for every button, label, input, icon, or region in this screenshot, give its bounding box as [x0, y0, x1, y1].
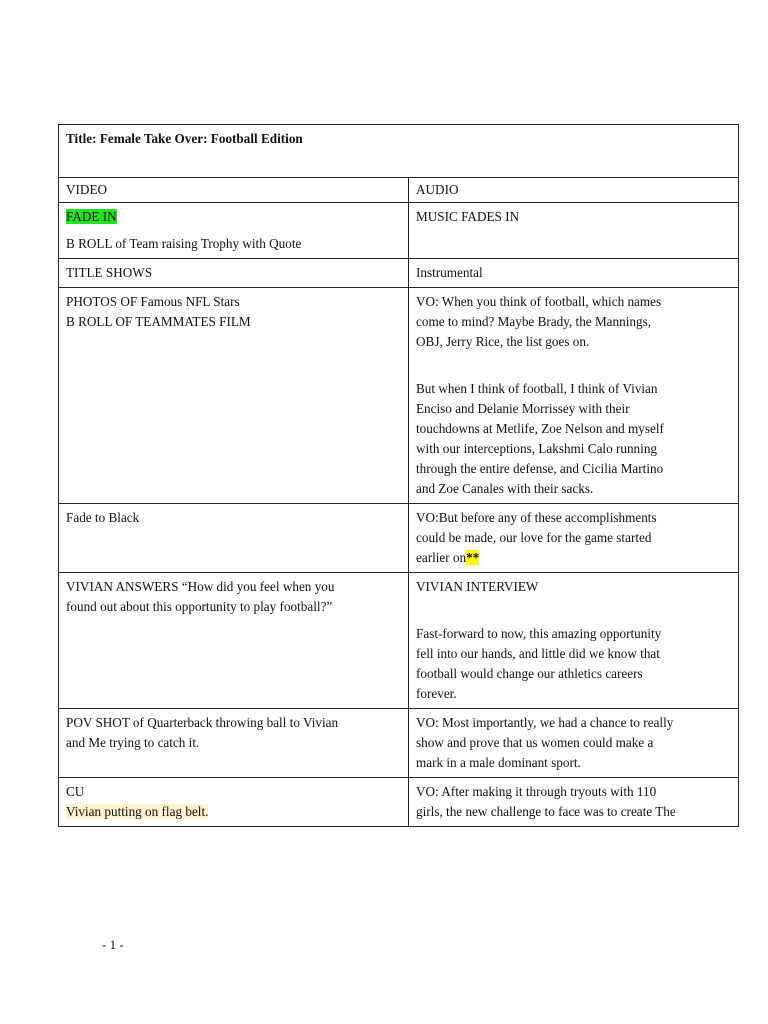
fade-in-highlight: FADE IN [66, 209, 117, 224]
audio-line: come to mind? Maybe Brady, the Mannings, [416, 314, 652, 329]
video-line: TITLE SHOWS [66, 265, 153, 280]
audio-line: VO:But before any of these accomplishments [416, 510, 657, 525]
script-title: Title: Female Take Over: Football Edition [59, 125, 739, 178]
video-line: found out about this opportunity to play football?” [66, 599, 333, 614]
audio-line: with our interceptions, Lakshmi Calo running [416, 441, 658, 456]
video-line: Fade to Black [66, 510, 140, 525]
audio-line: football would change our athletics careers [416, 666, 643, 681]
video-line: PHOTOS OF Famous NFL Stars [66, 294, 240, 309]
audio-line: Instrumental [416, 265, 483, 280]
audio-line: fell into our hands, and little did we know that [416, 646, 660, 661]
video-cell [59, 709, 409, 778]
audio-line: girls, the new challenge to face was to create The [416, 804, 676, 819]
table-row [59, 504, 739, 573]
page-number: - 1 - [102, 937, 124, 952]
audio-cell [409, 259, 739, 288]
video-cell [59, 259, 409, 288]
audio-line: mark in a male dominant sport. [416, 755, 581, 770]
audio-line: VIVIAN INTERVIEW [416, 579, 539, 594]
audio-line: Enciso and Delanie Morrissey with their [416, 401, 630, 416]
video-cell [59, 778, 409, 827]
audio-line: Fast-forward to now, this amazing opportunity [416, 626, 662, 641]
video-line: POV SHOT of Quarterback throwing ball to Vivian [66, 715, 339, 730]
video-column-header: VIDEO [59, 178, 409, 203]
table-row [59, 203, 739, 259]
script-table [58, 124, 739, 827]
video-line: and Me trying to catch it. [66, 735, 200, 750]
table-row [59, 778, 739, 827]
table-row [59, 709, 739, 778]
audio-line: VO: Most importantly, we had a chance to really [416, 715, 674, 730]
audio-column-header: AUDIO [409, 178, 739, 203]
audio-line: forever. [416, 686, 457, 701]
video-cell [59, 203, 409, 259]
audio-cell [409, 573, 739, 709]
flag-belt-highlight: Vivian putting on flag belt. [66, 804, 209, 819]
audio-cell [409, 504, 739, 573]
note-marker-highlight: ** [466, 550, 480, 565]
table-row [59, 573, 739, 709]
table-row [59, 288, 739, 504]
audio-cell [409, 288, 739, 504]
audio-line: could be made, our love for the game started [416, 530, 652, 545]
audio-line: earlier on [416, 550, 467, 565]
video-cell [59, 288, 409, 504]
video-cell [59, 573, 409, 709]
video-cell [59, 504, 409, 573]
audio-cell [409, 709, 739, 778]
audio-cell [409, 203, 739, 259]
audio-line: touchdowns at Metlife, Zoe Nelson and myself [416, 421, 664, 436]
audio-line: VO: After making it through tryouts with 110 [416, 784, 657, 799]
audio-line: through the entire defense, and Cicilia Martino [416, 461, 664, 476]
video-line: VIVIAN ANSWERS “How did you feel when you [66, 579, 335, 594]
audio-line: and Zoe Canales with their sacks. [416, 481, 594, 496]
audio-line: OBJ, Jerry Rice, the list goes on. [416, 334, 590, 349]
video-line: CU [66, 784, 85, 799]
audio-line: MUSIC FADES IN [416, 209, 520, 224]
table-row [59, 259, 739, 288]
audio-line: VO: When you think of football, which names [416, 294, 662, 309]
header-row [59, 178, 739, 203]
audio-line: show and prove that us women could make a [416, 735, 654, 750]
video-line: B ROLL OF TEAMMATES FILM [66, 314, 251, 329]
video-line: B ROLL of Team raising Trophy with Quote [66, 236, 302, 251]
audio-line: But when I think of football, I think of Vivian [416, 381, 658, 396]
title-row [59, 125, 739, 178]
audio-cell [409, 778, 739, 827]
